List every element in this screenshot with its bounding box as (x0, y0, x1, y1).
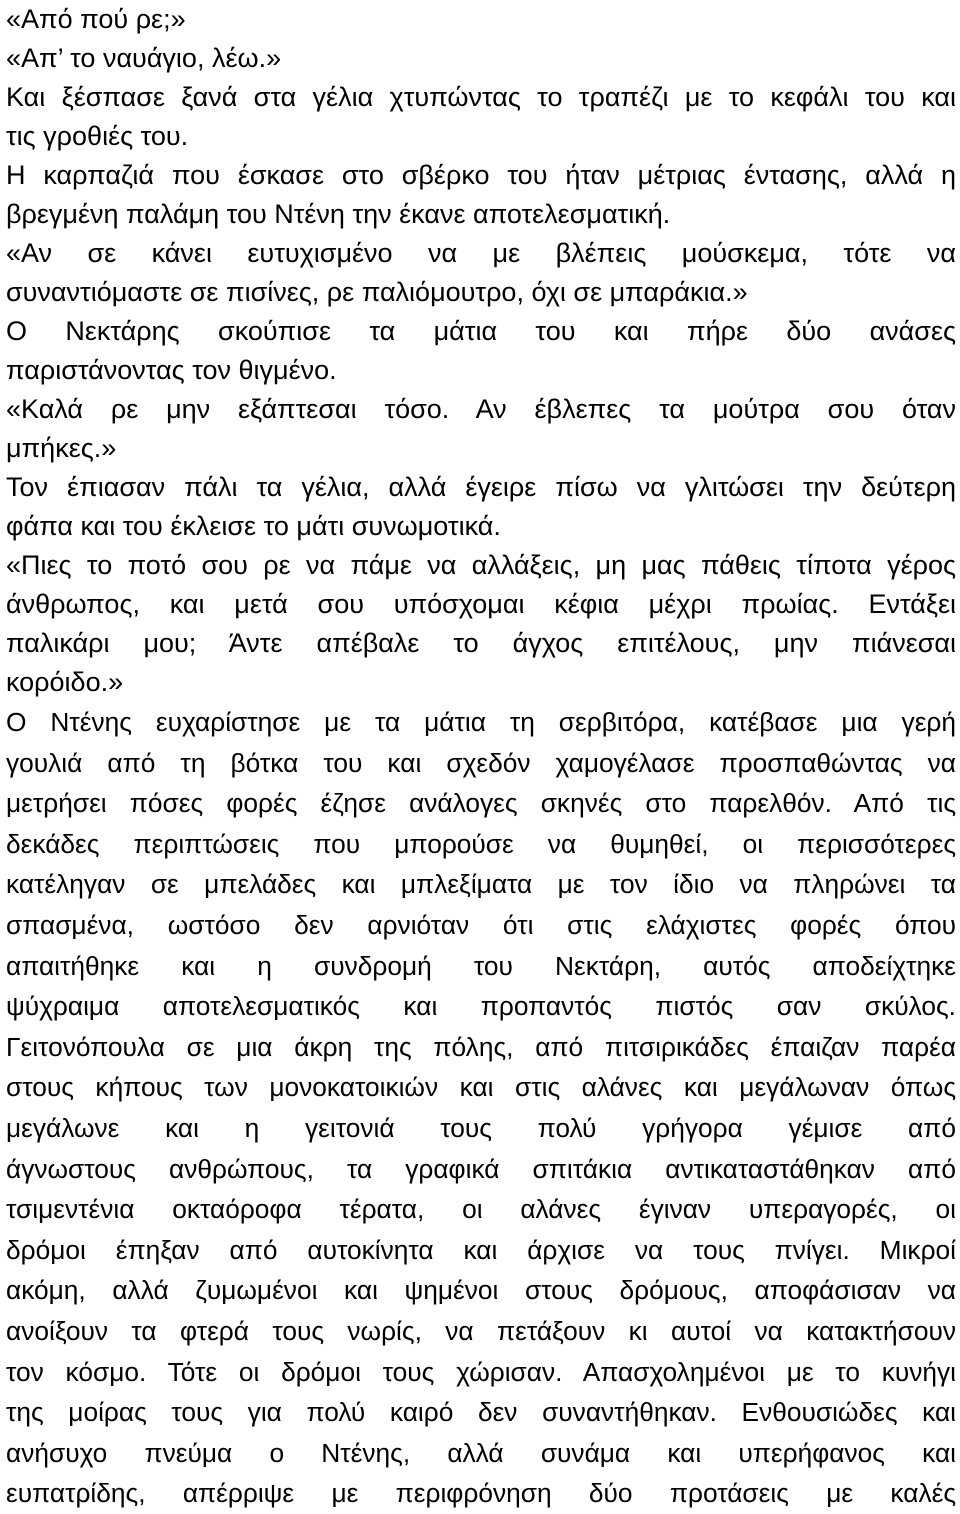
text-line: γουλιά από τη βότκα του και σχεδόν χαμογέλασε προσπαθώντας να (6, 747, 956, 778)
text-line: δεκάδες περιπτώσεις που μπορούσε να θυμηθεί, οι περισσότερες (6, 828, 956, 859)
text-line: «Αν σε κάνει ευτυχισμένο να με βλέπεις μούσκεμα, τότε να (6, 238, 956, 268)
text-line: ακόμη, αλλά ζυμωμένοι και ψημένοι στους δρόμους, αποφάσισαν να (6, 1275, 956, 1306)
text-line: «Από πού ρε;» (6, 4, 186, 34)
text-line: «Καλά ρε μην εξάπτεσαι τόσο. Αν έβλεπες τα μούτρα σου όταν (6, 394, 956, 424)
text-line: μεγάλωνε και η γειτονιά τους πολύ γρήγορα γέμισε από (6, 1112, 956, 1143)
text-line: ευπατρίδης, απέρριψε με περιφρόνηση δύο προτάσεις με καλές (6, 1478, 956, 1509)
text-line: Και ξέσπασε ξανά στα γέλια χτυπώντας το τραπέζι με το κεφάλι του και (6, 82, 956, 112)
text-line: συναντιόμαστε σε πισίνες, ρε παλιόμουτρο, όχι σε μπαράκια.» (6, 277, 748, 307)
text-line: «Απ’ το ναυάγιο, λέω.» (6, 43, 282, 73)
text-line: σπασμένα, ωστόσο δεν αρνιόταν ότι στις ελάχιστες φορές όπου (6, 909, 956, 940)
body-text (6, 0, 956, 1514)
text-line: μετρήσει πόσες φορές έζησε ανάλογες σκηνές στο παρελθόν. Από τις (6, 788, 956, 819)
text-line: δρόμοι έπηξαν από αυτοκίνητα και άρχισε να τους πνίγει. Μικροί (6, 1234, 956, 1265)
text-line: κορόιδο.» (6, 667, 124, 697)
text-line: στους κήπους των μονοκατοικιών και στις αλάνες και μεγάλωναν όπως (6, 1072, 956, 1103)
text-line: παλικάρι μου; Άντε απέβαλε το άγχος επιτέλους, μην πιάνεσαι (6, 628, 956, 658)
text-line: παριστάνοντας τον θιγμένο. (6, 355, 337, 385)
text-line: τον κόσμο. Τότε οι δρόμοι τους χώρισαν. Απασχολημένοι με το κυνήγι (6, 1356, 956, 1387)
text-line: Τον έπιασαν πάλι τα γέλια, αλλά έγειρε πίσω να γλιτώσει την δεύτερη (6, 472, 956, 502)
text-line: απαιτήθηκε και η συνδρομή του Νεκτάρη, αυτός αποδείχτηκε (6, 950, 956, 981)
text-line: άνθρωπος, και μετά σου υπόσχομαι κέφια μέχρι πρωίας. Εντάξει (6, 589, 956, 619)
text-line: Η καρπαζιά που έσκασε στο σβέρκο του ήταν μέτριας έντασης, αλλά η (6, 160, 956, 190)
text-line: ψύχραιμα αποτελεσματικός και προπαντός πιστός σαν σκύλος. (6, 991, 956, 1022)
text-line: Ο Νεκτάρης σκούπισε τα μάτια του και πήρε δύο ανάσες (6, 316, 956, 346)
text-line: Γειτονόπουλα σε μια άκρη της πόλης, από πιτσιρικάδες έπαιζαν παρέα (6, 1031, 956, 1062)
text-line: «Πιες το ποτό σου ρε να πάμε να αλλάξεις, μη μας πάθεις τίποτα γέρος (6, 550, 956, 580)
text-line: ανήσυχο πνεύμα ο Ντένης, αλλά συνάμα και υπερήφανος και (6, 1437, 956, 1468)
text-line: Ο Ντένης ευχαρίστησε με τα μάτια τη σερβιτόρα, κατέβασε μια γερή (6, 707, 956, 737)
text-line: τσιμεντένια οκταόροφα τέρατα, οι αλάνες έγιναν υπεραγορές, οι (6, 1194, 956, 1225)
text-line: φάπα και του έκλεισε το μάτι συνωμοτικά. (6, 511, 501, 541)
text-line: ανοίξουν τα φτερά τους νωρίς, να πετάξουν κι αυτοί να κατακτήσουν (6, 1315, 956, 1346)
text-line: τις γροθιές του. (6, 121, 189, 151)
text-line: μπήκες.» (6, 433, 117, 463)
text-line: της μοίρας τους για πολύ καιρό δεν συναντήθηκαν. Ενθουσιώδες και (6, 1397, 956, 1428)
text-line: βρεγμένη παλάμη του Ντένη την έκανε αποτελεσματική. (6, 199, 671, 229)
text-line: άγνωστους ανθρώπους, τα γραφικά σπιτάκια αντικαταστάθηκαν από (6, 1153, 956, 1184)
text-line: κατέληγαν σε μπελάδες και μπλεξίματα με τον ίδιο να πληρώνει τα (6, 869, 956, 900)
